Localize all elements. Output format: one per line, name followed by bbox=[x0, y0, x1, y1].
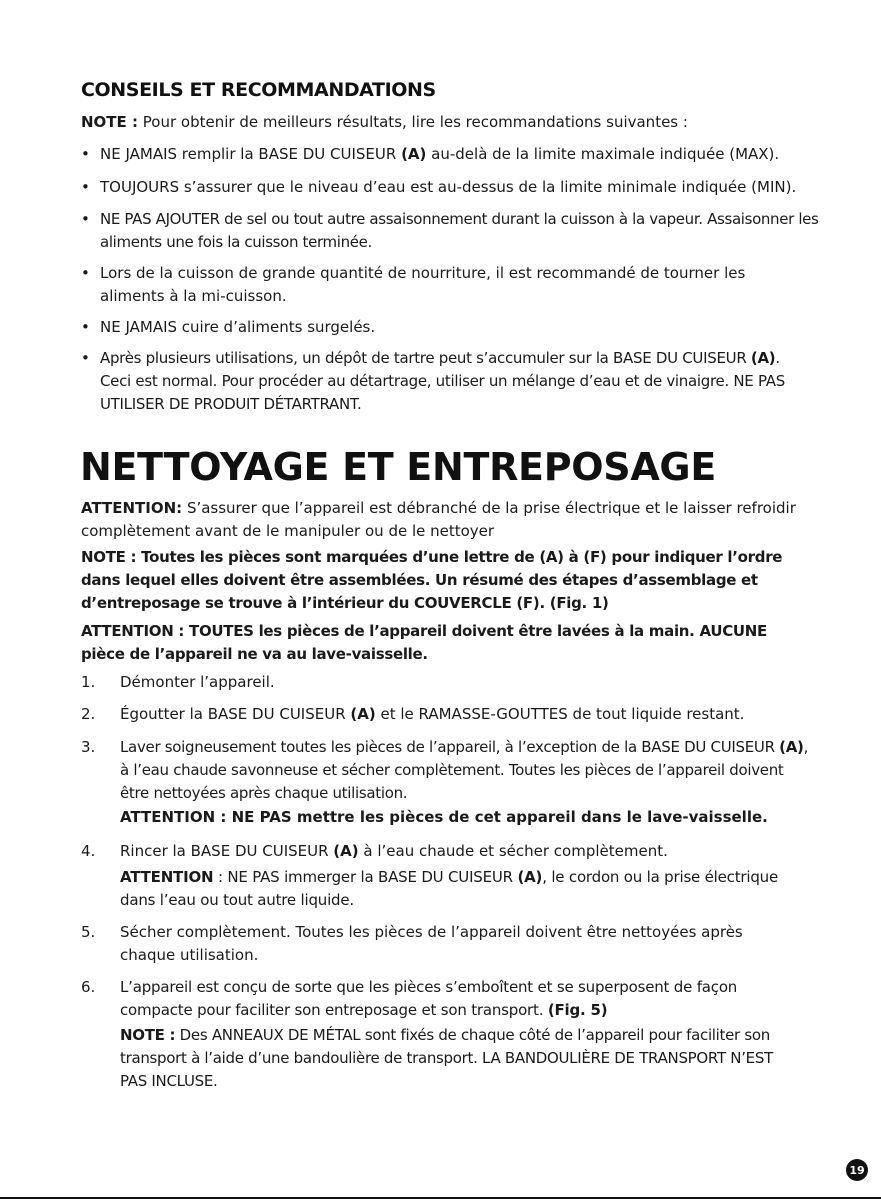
tip-text: NE JAMAIS remplir la BASE DU CUISEUR bbox=[100, 145, 402, 163]
tip-ref: (A) bbox=[401, 145, 427, 163]
tips-note bbox=[81, 111, 841, 134]
tip-ref: (A) bbox=[750, 349, 776, 367]
step-text-part: et le RAMASSE-GOUTTES de tout liquide restant. bbox=[375, 705, 745, 723]
step-text bbox=[120, 921, 760, 967]
step-text bbox=[120, 840, 820, 863]
note-text: Des ANNEAUX DE MÉTAL sont fixés de chaque côté de l’appareil pour faciliter son transport à l’aide d’une bandoulière de transport. LA BANDOULIÈRE DE TRANSPORT N’EST PAS INCLUSE. bbox=[120, 1026, 773, 1090]
attention-text: , le cordon ou la prise électrique dans l’eau ou tout autre liquide. bbox=[120, 868, 778, 909]
attention-label: ATTENTION bbox=[120, 868, 214, 886]
step-text-part: Égoutter la BASE DU CUISEUR bbox=[120, 705, 351, 723]
bullet-marker: • bbox=[81, 145, 90, 163]
step-text bbox=[120, 671, 820, 694]
bottom-rule bbox=[0, 1197, 881, 1199]
step4-attention bbox=[120, 866, 800, 912]
step-number: 1. bbox=[81, 673, 96, 691]
step-text-part: L’appareil est conçu de sorte que les pièces s’emboîtent et se superposent de façon compacte pour faciliter son entreposage et son transport. bbox=[120, 978, 738, 1019]
tip-item bbox=[100, 143, 820, 166]
tip-item bbox=[100, 347, 805, 416]
step-text-part: Démonter l’appareil. bbox=[120, 673, 275, 691]
step3-attention: ATTENTION : NE PAS mettre les pièces de cet appareil dans le lave-vaisselle. bbox=[120, 808, 768, 826]
tip-text: TOUJOURS s’assurer que le niveau d’eau est au-dessus de la limite minimale indiquée (MIN). bbox=[100, 178, 797, 196]
tip-text: . Ceci est normal. Pour procéder au détartrage, utiliser un mélange d’eau et de vinaigre. NE PAS UTILISER DE PRODUIT DÉTARTRANT. bbox=[100, 349, 785, 413]
section-title-cleaning: NETTOYAGE ET ENTREPOSAGE bbox=[80, 445, 716, 489]
step6-note bbox=[120, 1024, 800, 1093]
step-text bbox=[120, 703, 820, 726]
page-number-badge: 19 bbox=[846, 1159, 868, 1181]
step-number: 2. bbox=[81, 705, 96, 723]
step-text-part: , à l’eau chaude savonneuse et sécher complètement. Toutes les pièces de l’appareil doivent être nettoyées après chaque utilisation. bbox=[120, 738, 809, 802]
step-text-part: Laver soigneusement toutes les pièces de l’appareil, à l’exception de la BASE DU CUISEUR bbox=[120, 738, 780, 756]
tip-text: Lors de la cuisson de grande quantité de nourriture, il est recommandé de tourner les aliments à la mi-cuisson. bbox=[100, 264, 746, 305]
step-text bbox=[120, 976, 780, 1022]
section-title-tips: CONSEILS ET RECOMMANDATIONS bbox=[81, 79, 436, 101]
note-text: Pour obtenir de meilleurs résultats, lire les recommandations suivantes : bbox=[138, 113, 688, 131]
tip-text: NE JAMAIS cuire d’aliments surgelés. bbox=[100, 318, 376, 336]
tip-item bbox=[100, 262, 760, 308]
attention-label: ATTENTION: bbox=[81, 499, 183, 517]
note-label: NOTE : bbox=[120, 1026, 176, 1044]
step-text-part: à l’eau chaude et sécher complètement. bbox=[358, 842, 668, 860]
step-ref: (A) bbox=[350, 705, 376, 723]
step-ref: (A) bbox=[333, 842, 359, 860]
attention-text: S’assurer que l’appareil est débranché de la prise électrique et le laisser refroidir complètement avant de le manipuler ou de le nettoyer bbox=[81, 499, 796, 540]
bullet-marker: • bbox=[81, 178, 90, 196]
step-number: 6. bbox=[81, 978, 96, 996]
tip-text: NE PAS AJOUTER de sel ou tout autre assaisonnement durant la cuisson à la vapeur. Assaisonner les aliments une fois la cuisson terminée. bbox=[100, 210, 819, 251]
step-ref: (A) bbox=[779, 738, 804, 756]
step-number: 3. bbox=[81, 738, 96, 756]
attention-unplug bbox=[81, 497, 801, 543]
step-ref: (A) bbox=[517, 868, 543, 886]
step-number: 5. bbox=[81, 923, 96, 941]
step-number: 4. bbox=[81, 842, 96, 860]
bullet-marker: • bbox=[81, 264, 90, 282]
tip-item bbox=[100, 176, 820, 199]
tip-item bbox=[100, 208, 820, 254]
tip-text: Après plusieurs utilisations, un dépôt de tartre peut s’accumuler sur la BASE DU CUISEUR bbox=[100, 349, 751, 367]
step-text bbox=[120, 736, 810, 805]
note-assembly-order: NOTE : Toutes les pièces sont marquées d’une lettre de (A) à (F) pour indiquer l’ordre dans lequel elles doivent être assemblées. Un résumé des étapes d’assemblage et d’entreposage se trouve à l’intérieur du COUVERCLE (F). (Fig. 1) bbox=[81, 548, 783, 612]
step-text-part: Rincer la BASE DU CUISEUR bbox=[120, 842, 334, 860]
step-ref: (Fig. 5) bbox=[547, 1001, 608, 1019]
note-label: NOTE : bbox=[81, 113, 139, 131]
attention-text: : NE PAS immerger la BASE DU CUISEUR bbox=[213, 868, 518, 886]
tip-item bbox=[100, 316, 820, 339]
bullet-marker: • bbox=[81, 318, 90, 336]
tip-text: au-delà de la limite maximale indiquée (MAX). bbox=[426, 145, 780, 163]
bullet-marker: • bbox=[81, 349, 90, 367]
step-text-part: Sécher complètement. Toutes les pièces de l’appareil doivent être nettoyées après chaque utilisation. bbox=[120, 923, 743, 964]
attention-handwash: ATTENTION : TOUTES les pièces de l’appareil doivent être lavées à la main. AUCUNE pièce de l’appareil ne va au lave-vaisselle. bbox=[81, 622, 768, 663]
bullet-marker: • bbox=[81, 210, 90, 228]
